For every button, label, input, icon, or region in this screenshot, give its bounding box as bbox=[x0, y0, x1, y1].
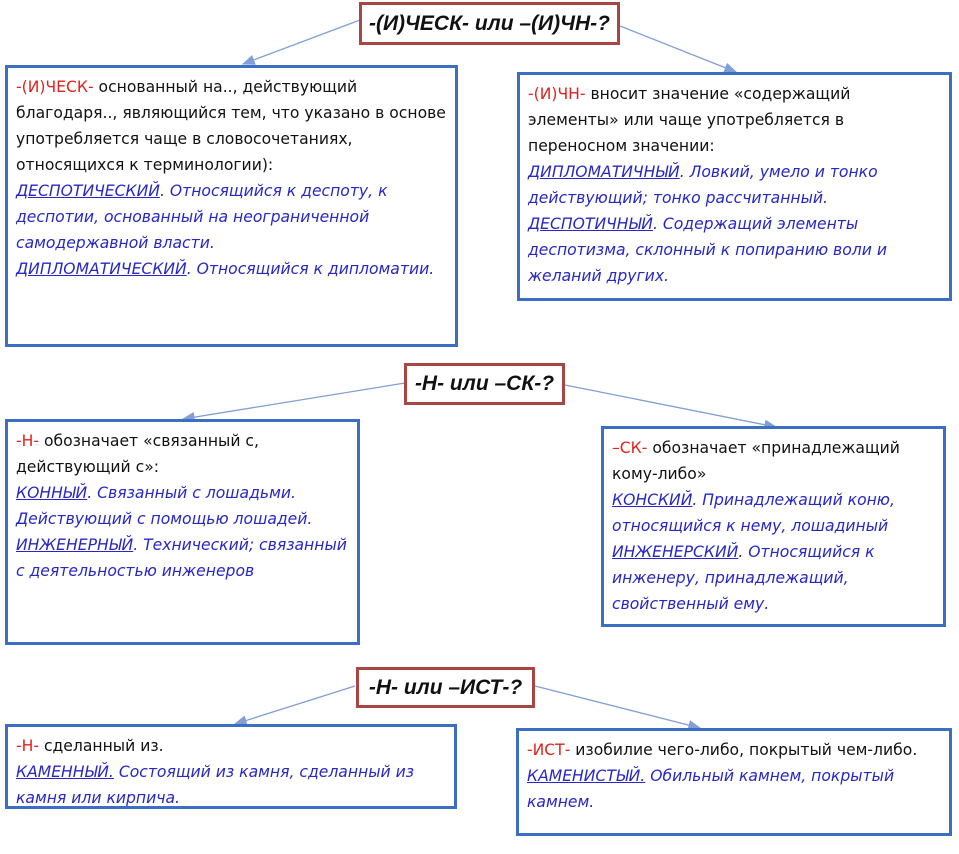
example-entry bbox=[612, 543, 875, 613]
arrow-3-left bbox=[235, 686, 355, 724]
example-entry bbox=[16, 484, 312, 528]
example-entry bbox=[528, 215, 887, 285]
suffix-label: -(И)ЧЕСК- bbox=[16, 78, 94, 96]
section-2-header-text: -Н- или –СК-? bbox=[414, 372, 555, 395]
section-1-left-box bbox=[5, 65, 458, 347]
suffix-label: –СК- bbox=[612, 439, 648, 457]
example-definition: . Ловкий, умело и тонко действующий; тонко рассчитанный. bbox=[528, 163, 878, 207]
example-word: ДЕСПОТИЧЕСКИЙ bbox=[16, 182, 160, 200]
example-word: ИНЖЕНЕРСКИЙ bbox=[612, 543, 739, 561]
example-word: ИНЖЕНЕРНЫЙ bbox=[16, 536, 134, 554]
example-definition: . Связанный с лошадьми. Действующий с помощью лошадей. bbox=[16, 484, 313, 528]
suffix-label: -Н- bbox=[16, 432, 39, 450]
example-entry bbox=[16, 260, 434, 278]
example-word: КОННЫЙ bbox=[16, 484, 88, 502]
example-entry bbox=[16, 182, 388, 252]
section-1-right-box bbox=[517, 72, 952, 301]
example-definition: . Относящийся к инженеру, принадлежащий, свойственный ему. bbox=[612, 543, 875, 613]
example-entry bbox=[612, 491, 895, 535]
example-word: ДИПЛОМАТИЧЕСКИЙ bbox=[16, 260, 187, 278]
suffix-meaning: обозначает «связанный с, действующий с»: bbox=[16, 432, 259, 476]
example-word: КОНСКИЙ bbox=[612, 491, 693, 509]
suffix-meaning: вносит значение «содержащий элементы» или чаще употребляется в переносном значении: bbox=[528, 85, 851, 155]
example-word: КАМЕННЫЙ. bbox=[16, 763, 114, 781]
arrow-2-right bbox=[565, 385, 776, 427]
arrow-1-right bbox=[620, 26, 736, 72]
section-2-right-box bbox=[601, 426, 946, 627]
arrow-2-left bbox=[183, 383, 405, 419]
section-3-header bbox=[356, 667, 535, 708]
arrow-1-left bbox=[243, 20, 360, 64]
section-3-right-box bbox=[516, 728, 952, 836]
example-entry bbox=[528, 163, 878, 207]
example-entry bbox=[16, 763, 414, 807]
section-3-header-text: -Н- или –ИСТ-? bbox=[368, 675, 523, 699]
suffix-meaning: основанный на.., действующий благодаря.., являющийся тем, что указано в основе употребляется чаще в словосочетаниях, относящихся к терминологии): bbox=[16, 78, 446, 174]
example-definition: . Относящийся к дипломатии. bbox=[186, 260, 435, 278]
example-definition: . Принадлежащий коню, относящийся к нему, лошадиный bbox=[612, 491, 895, 535]
section-2-left-box bbox=[5, 419, 360, 645]
suffix-label: -Н- bbox=[16, 737, 39, 755]
section-1-header-text: -(И)ЧЕСК- или –(И)ЧН-? bbox=[368, 11, 611, 35]
example-definition: . Технический; связанный с деятельностью инженеров bbox=[16, 536, 347, 580]
section-2-header bbox=[404, 363, 565, 405]
example-definition: Обильный камнем, покрытый камнем. bbox=[527, 767, 895, 811]
suffix-meaning: изобилие чего-либо, покрытый чем-либо. bbox=[570, 741, 918, 759]
example-entry bbox=[16, 536, 347, 580]
suffix-label: -ИСТ- bbox=[527, 741, 571, 759]
arrow-3-right bbox=[535, 686, 700, 728]
suffix-label: -(И)ЧН- bbox=[528, 85, 586, 103]
example-definition: Состоящий из камня, сделанный из камня или кирпича. bbox=[16, 763, 415, 807]
section-1-header bbox=[359, 2, 620, 45]
example-word: ДИПЛОМАТИЧНЫЙ bbox=[528, 163, 680, 181]
example-entry bbox=[527, 767, 894, 811]
example-word: ДЕСПОТИЧНЫЙ bbox=[528, 215, 653, 233]
section-3-left-box bbox=[5, 724, 457, 809]
example-definition: . Содержащий элементы деспотизма, склонный к попиранию воли и желаний других. bbox=[528, 215, 887, 285]
suffix-meaning: сделанный из. bbox=[38, 737, 164, 755]
example-word: КАМЕНИСТЫЙ. bbox=[527, 767, 646, 785]
example-definition: . Относящийся к деспоту, к деспотии, основанный на неограниченной самодержавной власти. bbox=[16, 182, 388, 252]
suffix-meaning: обозначает «принадлежащий кому-либо» bbox=[612, 439, 900, 483]
